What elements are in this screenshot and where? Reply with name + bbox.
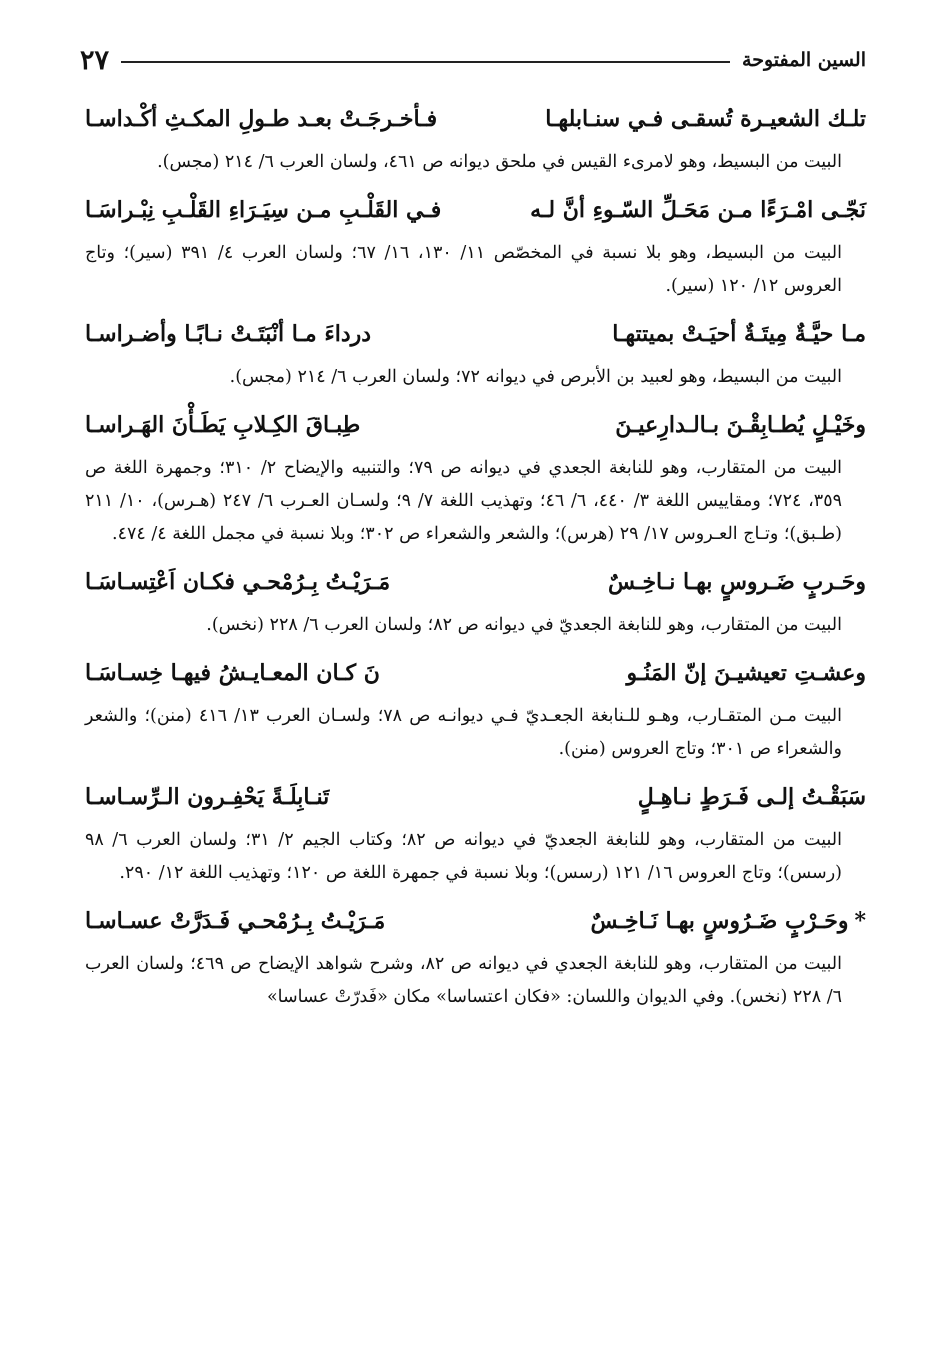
verse-note: البيت من المتقارب، وهو للنابغة الجعديّ في ديوانه ص ٨٢؛ وكتاب الجيم ٢/ ٣١؛ ولسان العرب ٦/ ٩٨ (رسس)؛ وتاج العروس ١٦/ ١٢١ (رسس)؛ وبلا نسبة في جمهرة اللغة ص ١٢٠؛ وتهذيب اللغة ١٢/ ٢٩٠. xyxy=(85,830,842,883)
verse-line xyxy=(85,646,866,700)
page-number: ٢٧ xyxy=(80,44,110,76)
verse-entry xyxy=(85,770,866,890)
verse-line xyxy=(85,183,866,237)
verse-entry xyxy=(85,183,866,303)
verse-note: البيت من البسيط، وهو لامرىء القيس في ملحق ديوانه ص ٤٦١، ولسان العرب ٦/ ٢١٤ (مجس). xyxy=(157,152,842,172)
verse-entry xyxy=(85,555,866,642)
second-hemistich: طِبـاقَ الكِـلابِ يَطَـأْنَ الهَـراسـا xyxy=(85,412,361,438)
verse-entry xyxy=(85,92,866,179)
first-hemistich xyxy=(590,894,866,948)
verse-entry xyxy=(85,894,866,1014)
first-hemistich-text: وحَـرْبٍ ضَـرُوسٍ بهـا نَـاخِـسٌ xyxy=(590,908,849,934)
page-content xyxy=(85,92,866,1297)
section-title: السين المفتوحة xyxy=(742,49,866,71)
first-hemistich: وحَـربٍ ضَـروسٍ بهـا نـاخِـسٌ xyxy=(607,569,866,595)
second-hemistich: نَ كـان المعـايـشُ فيهـا خِسـاسَـا xyxy=(85,660,380,686)
first-hemistich: وخَيْـلٍ يُطـابِقْـنَ بـالـدارِعيـنَ xyxy=(615,412,866,438)
verse-note: البيت من البسيط، وهو لعبيد بن الأبرص في ديوانه ٧٢؛ ولسان العرب ٦/ ٢١٤ (مجس). xyxy=(229,367,842,387)
page-header xyxy=(80,40,866,80)
verse-entry xyxy=(85,646,866,766)
second-hemistich: درداءَ مـا أنْبَتَـتْ نـابًـا وأضـراسـا xyxy=(85,321,372,347)
verse-line xyxy=(85,398,866,452)
first-hemistich: سَبَقْـتُ إلـى فَـرَطٍ نـاهِـلٍ xyxy=(637,784,866,810)
verse-line xyxy=(85,92,866,146)
verse-line xyxy=(85,894,866,948)
second-hemistich: مَـرَيْـتُ بِـرُمْحـي فَـدَرَّتْ عسـاسـا xyxy=(85,908,386,934)
header-rule xyxy=(121,61,730,63)
first-hemistich: تلـك الشعيـرة تُسقـى فـي سنـابلهـا xyxy=(545,106,866,132)
verse-line xyxy=(85,555,866,609)
asterisk-marker: * xyxy=(854,908,866,934)
verse-entry xyxy=(85,307,866,394)
verse-entry xyxy=(85,398,866,551)
second-hemistich: مَـرَيْـتُ بِـرُمْحـي فكـان اَعْتِسـاسَـا xyxy=(85,569,391,595)
second-hemistich: فـأخـرجَـتْ بعـد طـولِ المكـثِ أكْـداسـا xyxy=(85,106,438,132)
verse-line xyxy=(85,770,866,824)
verse-line xyxy=(85,307,866,361)
verse-note: البيت من المتقارب، وهو للنابغة الجعدي في ديوانه ص ٧٩؛ والتنبيه والإيضاح ٢/ ٣١٠؛ وجمهرة اللغة ص ٣٥٩، ٧٢٤؛ ومقاييس اللغة ٣/ ٤٤٠، ٦/ ٤٦؛ وتهذيب اللغة ٧/ ٩؛ ولسـان العـرب ٦/ ٢٤٧ (هـرس)، ١٠/ ٢١١ (طـبق)؛ وتـاج العـروس ١٧/ ٢٩ (هرس)؛ والشعر والشعراء ص ٣٠٢؛ وبلا نسبة في مجمل اللغة ٤/ ٤٧٤. xyxy=(85,458,843,544)
verse-note: البيت من المتقارب، وهو للنابغة الجعديّ في ديوانه ص ٨٢؛ ولسان العرب ٦/ ٢٢٨ (نخس). xyxy=(206,615,842,635)
verse-note: البيت من البسيط، وهو بلا نسبة في المخصّص ١١/ ١٣٠، ١٦/ ٦٧؛ ولسان العرب ٤/ ٣٩١ (سير)؛ وتاج العروس ١٢/ ١٢٠ (سير). xyxy=(85,243,842,296)
verse-note: البيت من المتقارب، وهو للنابغة الجعدي في ديوانه ص ٨٢، وشرح شواهد الإيضاح ص ٤٦٩؛ ولسان العرب ٦/ ٢٢٨ (نخس). وفي الديوان واللسان: «فكان اعتساسا» مكان «فَدرّتْ عساسا» xyxy=(85,954,842,1007)
first-hemistich: مـا حيَّـةٌ مِيتَـةٌ أحيَـتْ بميتتهـا xyxy=(612,321,866,347)
first-hemistich: نَجّـى امْـرَءًا مـن مَحَـلِّ السّـوءِ أنَّ لـه xyxy=(530,197,866,223)
first-hemistich: وعشـتِ تعيشيـنَ إنّ المَنُـو xyxy=(626,660,866,686)
verse-note: البيت مـن المتقـارب، وهـو للـنابغة الجعـديّ فـي ديوانـه ص ٧٨؛ ولسـان العرب ١٣/ ٤١٦ (منن)؛ والشعر والشعراء ص ٣٠١؛ وتاج العروس (منن). xyxy=(85,706,842,759)
second-hemistich: تَنـابِلَـةً يَحْفِـرون الـرِّسـاسـا xyxy=(85,784,330,810)
second-hemistich: فـي القَلْـبِ مـن سِيَـرَاءِ القَلْـبِ نِبْـراسَـا xyxy=(85,197,442,223)
